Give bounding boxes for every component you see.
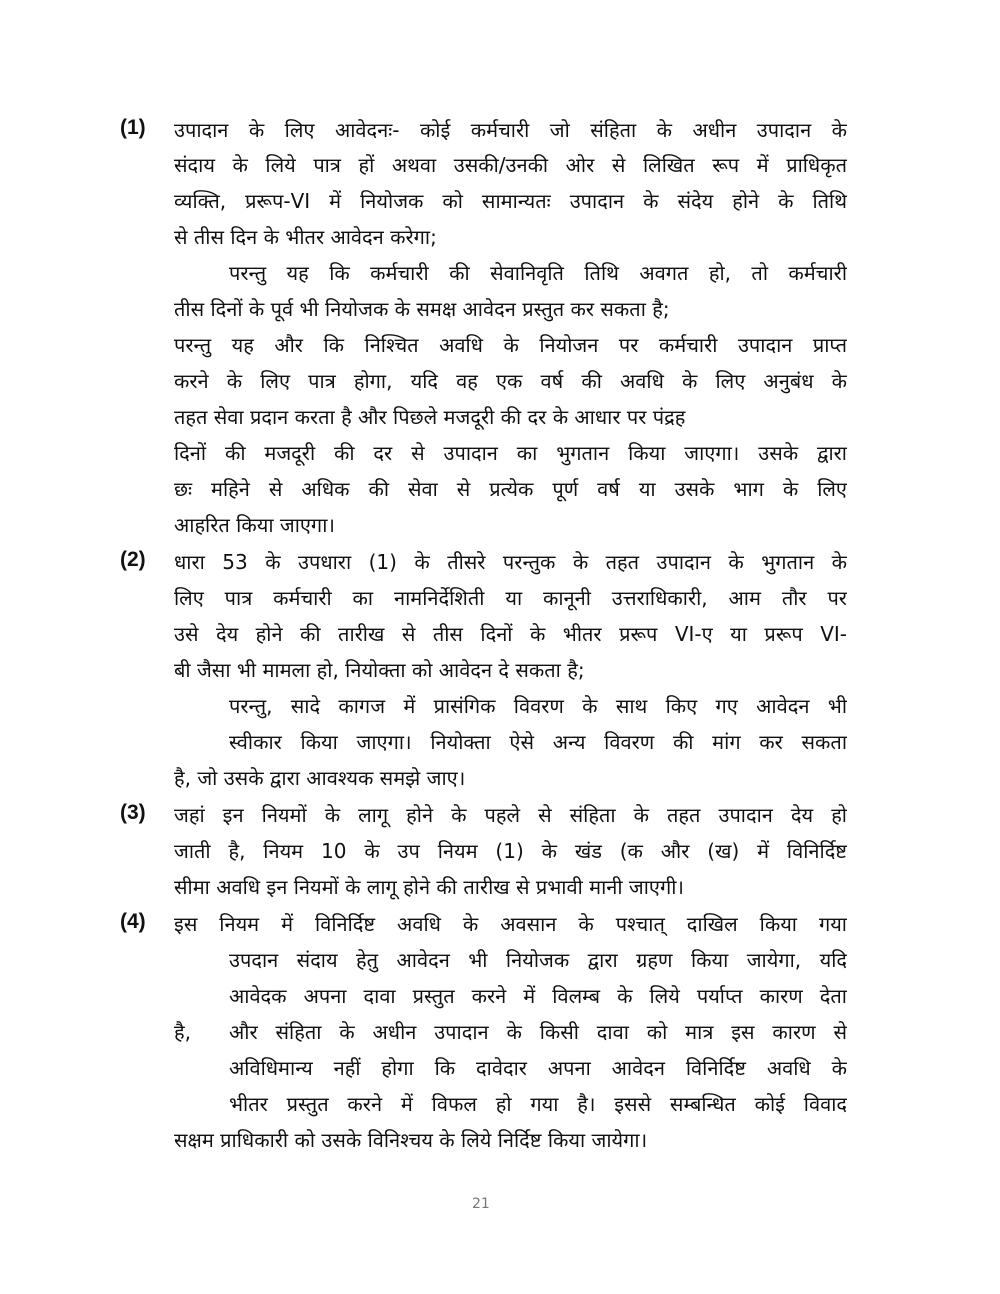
text-line: धारा 53 के उपधारा (1) के तीसरे परन्तुक के तहत उपादान के भुगतान के xyxy=(174,550,847,574)
text-line: आहरित किया जाएगा। xyxy=(174,513,335,537)
text-line: व्यक्ति, प्ररूप-VI में नियोजक को सामान्यतः उपादान के संदेय होने के तिथि xyxy=(174,189,847,213)
text-line: दिनों की मजदूरी की दर से उपादान का भुगतान किया जाएगा। उसके द्वारा xyxy=(174,441,847,465)
text-line: से तीस दिन के भीतर आवेदन करेगा; xyxy=(174,225,437,249)
text-line: परन्तु यह और कि निश्चित अवधि के नियोजन पर कर्मचारी उपादान प्राप्त xyxy=(174,333,847,357)
text-line: तहत सेवा प्रदान करता है और पिछले मजदूरी की दर के आधार पर पंद्रह xyxy=(174,405,686,429)
text-line: और संहिता के अधीन उपादान के किसी दावा को मात्र इस कारण से xyxy=(229,1020,847,1044)
text-line: इस नियम में विनिर्दिष्ट अवधि के अवसान के पश्चात् दाखिल किया गया xyxy=(174,912,847,936)
text-line: आवेदक अपना दावा प्रस्तुत करने में विलम्ब के लिये पर्याप्त कारण देता xyxy=(229,984,847,1008)
text-line: उपदान संदाय हेतु आवेदन भी नियोजक द्वारा ग्रहण किया जायेगा, यदि xyxy=(229,948,847,972)
text-line: तीस दिनों के पूर्व भी नियोजक के समक्ष आवेदन प्रस्तुत कर सकता है; xyxy=(174,297,670,321)
text-line: उपादान के लिए आवेदनः- कोई कर्मचारी जो संहिता के अधीन उपादान के xyxy=(174,118,847,142)
text-line: बी जैसा भी मामला हो, नियोक्ता को आवेदन दे सकता है; xyxy=(174,658,585,682)
text-line: भीतर प्रस्तुत करने में विफल हो गया है। इससे सम्बन्धित कोई विवाद xyxy=(229,1092,847,1116)
text-line: छः महिने से अधिक की सेवा से प्रत्येक पूर्ण वर्ष या उसके भाग के लिए xyxy=(174,477,847,501)
text-line: जाती है, नियम 10 के उप नियम (1) के खंड (क और (ख) में विनिर्दिष्ट xyxy=(174,839,847,863)
page-number: 21 xyxy=(472,1196,490,1212)
section-number: (3) xyxy=(120,801,146,824)
text-line-prefix: है, xyxy=(174,1020,191,1044)
section-number: (1) xyxy=(120,116,146,139)
text-line: लिए पात्र कर्मचारी का नामनिर्देशिती या कानूनी उत्तराधिकारी, आम तौर पर xyxy=(174,586,847,610)
text-line: स्वीकार किया जाएगा। नियोक्ता ऐसे अन्य विवरण की मांग कर सकता xyxy=(229,730,847,754)
text-line: अविधिमान्य नहीं होगा कि दावेदार अपना आवेदन विनिर्दिष्ट अवधि के xyxy=(229,1056,847,1080)
section-number: (4) xyxy=(120,910,146,933)
text-line: संदाय के लिये पात्र हों अथवा उसकी/उनकी ओर से लिखित रूप में प्राधिकृत xyxy=(174,153,847,177)
text-line: जहां इन नियमों के लागू होने के पहले से संहिता के तहत उपादान देय हो xyxy=(174,803,847,827)
text-line: परन्तु, सादे कागज में प्रासंगिक विवरण के साथ किए गए आवेदन भी xyxy=(229,694,847,718)
text-line: सक्षम प्राधिकारी को उसके विनिश्चय के लिये निर्दिष्ट किया जायेगा। xyxy=(174,1128,648,1152)
text-line: सीमा अवधि इन नियमों के लागू होने की तारीख से प्रभावी मानी जाएगी। xyxy=(174,875,685,899)
text-line: उसे देय होने की तारीख से तीस दिनों के भीतर प्ररूप VI-ए या प्ररूप VI- xyxy=(174,622,847,646)
section-number: (2) xyxy=(120,548,146,571)
text-line: करने के लिए पात्र होगा, यदि वह एक वर्ष की अवधि के लिए अनुबंध के xyxy=(174,369,847,393)
text-line: है, जो उसके द्वारा आवश्यक समझे जाए। xyxy=(174,766,466,790)
text-line: परन्तु यह कि कर्मचारी की सेवानिवृति तिथि अवगत हो, तो कर्मचारी xyxy=(229,261,847,285)
